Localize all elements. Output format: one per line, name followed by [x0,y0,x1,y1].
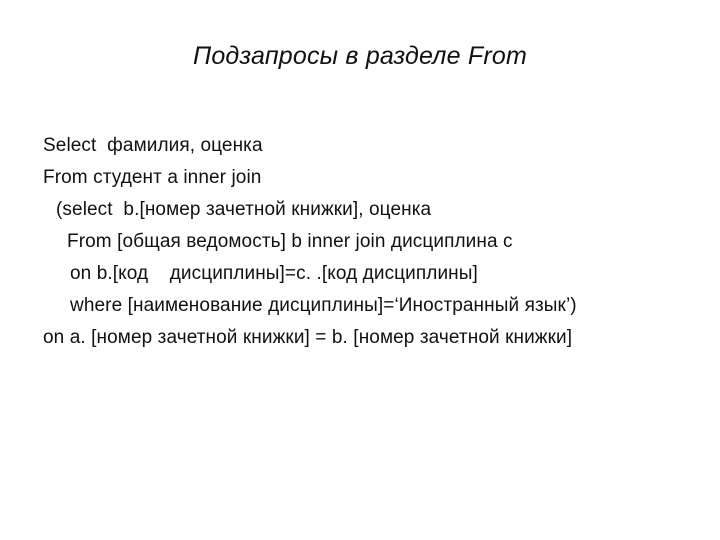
sql-line-subquery-where: where [наименование дисциплины]=‘Иностранный язык’) [70,295,577,316]
sql-line-select: Select фамилия, оценка [43,135,263,156]
sql-line-subquery-on: on b.[код дисциплины]=c. .[код дисциплины] [70,263,478,284]
sql-line-from: From студент a inner join [43,167,262,188]
sql-line-join-on: on a. [номер зачетной книжки] = b. [номер зачетной книжки] [43,327,573,348]
slide-title: Подзапросы в разделе From [193,42,527,70]
sql-line-subquery-select: (select b.[номер зачетной книжки], оценка [56,199,432,220]
sql-line-subquery-from: From [общая ведомость] b inner join дисциплина c [67,231,513,252]
